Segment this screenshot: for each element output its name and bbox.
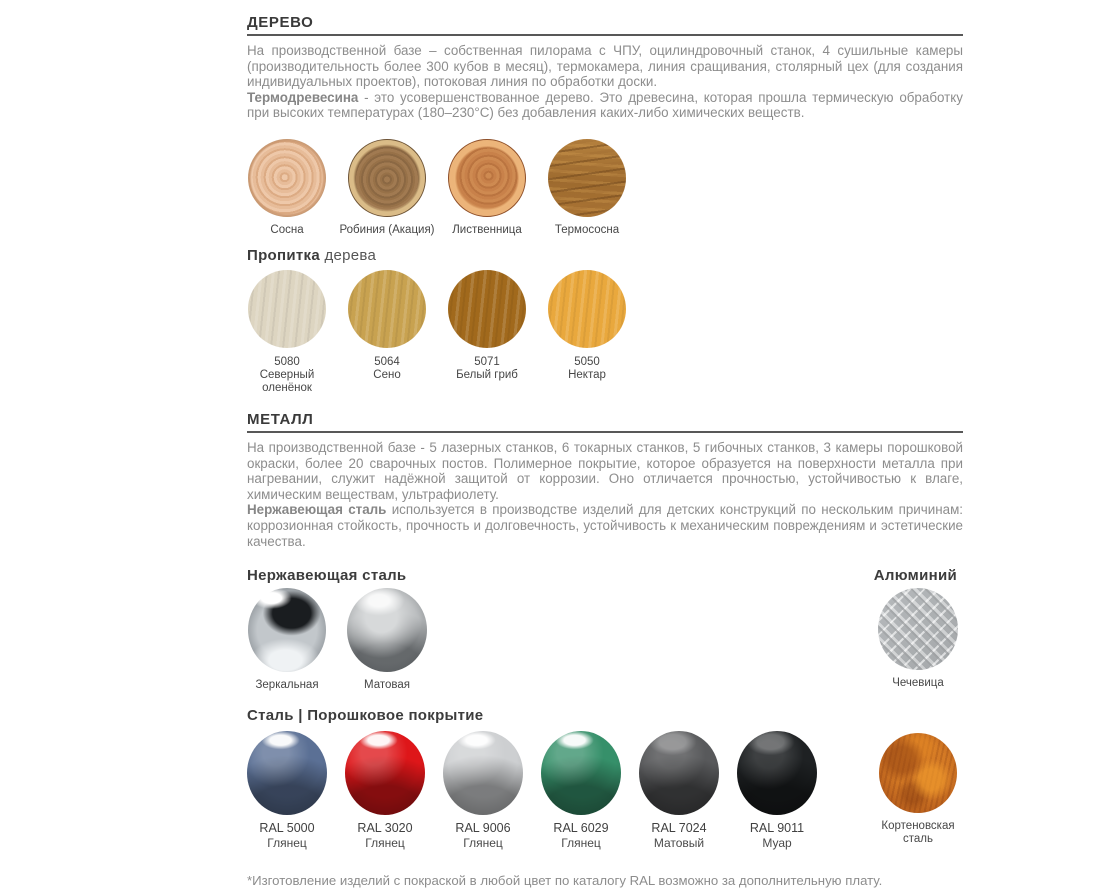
ral-code: RAL 5000 bbox=[259, 821, 315, 836]
ral-footnote: *Изготовление изделий с покраской в любой цвет по каталогу RAL возможно за дополнительную плату. bbox=[247, 873, 883, 888]
ral-code: RAL 7024 bbox=[651, 821, 707, 836]
ral-7024-sphere bbox=[639, 731, 719, 815]
corten-label: Кортеновская сталь bbox=[881, 820, 955, 846]
aluminum-checker-plate-image bbox=[878, 588, 958, 670]
ral-3020-sphere bbox=[345, 731, 425, 815]
stain-code: 5050 bbox=[574, 355, 600, 368]
ral-9006-sphere bbox=[443, 731, 523, 815]
stainless-matte-item bbox=[347, 588, 427, 692]
wood-thermo-text: - это усовершенствованное дерево. Это древесина, которая прошла термическую обработку при высоких температурах (180–230°С) без добавления каких-либо химических веществ. bbox=[247, 89, 963, 121]
ral-finish: Глянец bbox=[561, 836, 601, 851]
ral-code: RAL 9006 bbox=[455, 821, 511, 836]
larch-slice-image bbox=[448, 139, 526, 217]
stain-swatch-5071 bbox=[447, 270, 527, 382]
impregnation-title bbox=[247, 247, 963, 265]
stain-name: Нектар bbox=[568, 368, 606, 381]
ral-code: RAL 6029 bbox=[553, 821, 609, 836]
ral-6029-sphere bbox=[541, 731, 621, 815]
ral-6029-item bbox=[541, 731, 621, 850]
wood-section-rule bbox=[247, 34, 963, 36]
ral-9011-sphere bbox=[737, 731, 817, 815]
wood-sample-larch bbox=[447, 139, 527, 237]
ral-9006-item bbox=[443, 731, 523, 850]
ral-code: RAL 3020 bbox=[357, 821, 413, 836]
ral-5000-sphere bbox=[247, 731, 327, 815]
stainless-lead: Нержавеющая сталь bbox=[247, 502, 387, 518]
stain-color-5064 bbox=[348, 270, 426, 348]
stainless-text: используется в производстве изделий для детских конструкций по нескольким причинам: коррозионная стойкость, прочность и долговечность, устойчивость к механическим повреждениям и эстетические качества. bbox=[247, 502, 963, 549]
wood-intro-paragraph: На производственной базе – собственная пилорама с ЧПУ, оцилиндровочный станок, 4 сушильные камеры (производительность более 300 кубов в месяц), термокамера, линия сращивания, столярный цех (для создания индивидуальных проектов), потоковая линия по обработки доски. bbox=[247, 43, 963, 90]
stain-color-5071 bbox=[448, 270, 526, 348]
stainless-title: Нержавеющая сталь bbox=[247, 567, 407, 585]
thermopine-label: Термососна bbox=[554, 223, 620, 236]
wood-section-title: ДЕРЕВО bbox=[247, 14, 314, 31]
ral-code: RAL 9011 bbox=[749, 821, 805, 836]
stain-color-5080 bbox=[248, 270, 326, 348]
thermopine-slice-image bbox=[548, 139, 626, 217]
wood-sample-thermopine bbox=[547, 139, 627, 237]
wood-sample-pine bbox=[247, 139, 327, 237]
mirror-steel-sphere-image bbox=[248, 588, 326, 672]
stain-code: 5080 bbox=[274, 355, 300, 368]
matte-steel-sphere-image bbox=[347, 588, 427, 672]
stain-name: Белый гриб bbox=[456, 368, 518, 381]
impregnation-title-bold: Пропитка bbox=[247, 246, 320, 264]
ral-finish: Глянец bbox=[463, 836, 503, 851]
stainless-aluminum-row bbox=[247, 588, 963, 692]
aluminum-finish-label: Чечевица bbox=[892, 677, 944, 690]
wood-thermo-lead: Термодревесина bbox=[247, 89, 359, 105]
stainless-finishes-group bbox=[247, 588, 427, 692]
wood-species-row bbox=[247, 139, 963, 237]
robinia-label: Робиния (Акация) bbox=[339, 223, 435, 236]
ral-finish: Глянец bbox=[365, 836, 405, 851]
metal-section bbox=[247, 411, 963, 888]
impregnation-colors-row bbox=[247, 270, 963, 395]
powder-colors-row bbox=[247, 731, 963, 850]
ral-5000-item bbox=[247, 731, 327, 850]
larch-label: Лиственница bbox=[452, 223, 522, 236]
stain-name: Сено bbox=[373, 368, 401, 381]
matte-label: Матовая bbox=[364, 679, 410, 692]
stain-code: 5064 bbox=[374, 355, 400, 368]
powder-coating-title: Сталь | Порошковое покрытие bbox=[247, 707, 484, 725]
ral-9011-item bbox=[737, 731, 817, 850]
ral-finish: Матовый bbox=[653, 836, 705, 851]
impregnation-title-light: дерева bbox=[324, 246, 377, 264]
metal-section-title: МЕТАЛЛ bbox=[247, 410, 314, 428]
stain-color-5050 bbox=[548, 270, 626, 348]
stain-swatch-5050 bbox=[547, 270, 627, 382]
ral-colors-group bbox=[247, 731, 817, 850]
corten-item bbox=[873, 731, 963, 846]
pine-label: Сосна bbox=[270, 223, 304, 236]
wood-section bbox=[247, 14, 963, 395]
wood-thermo-paragraph bbox=[247, 90, 963, 121]
metal-section-rule bbox=[247, 431, 963, 433]
stainless-aluminum-headings bbox=[247, 567, 963, 585]
corten-steel-image bbox=[879, 733, 957, 813]
pine-slice-image bbox=[248, 139, 326, 217]
stain-name: Северный оленёнок bbox=[259, 368, 315, 394]
stainless-mirror-item bbox=[247, 588, 327, 692]
stain-swatch-5064 bbox=[347, 270, 427, 382]
wood-sample-robinia bbox=[339, 139, 435, 237]
ral-finish: Глянец bbox=[267, 836, 307, 851]
stain-swatch-5080 bbox=[247, 270, 327, 395]
metal-stainless-paragraph bbox=[247, 502, 963, 549]
ral-3020-item bbox=[345, 731, 425, 850]
aluminum-title: Алюминий bbox=[873, 567, 957, 585]
ral-finish: Муар bbox=[762, 836, 792, 851]
metal-intro-paragraph: На производственной базе - 5 лазерных станков, 6 токарных станков, 5 гибочных станков, 3 камеры порошковой окраски, более 20 сварочных постов. Полимерное покрытие, которое образуется на поверхности металла при нагревании, служит надёжной защитой от коррозии. Оно отличается прочностью, устойчивостью к влаге, химическим веществам, ультрафиолету. bbox=[247, 439, 963, 502]
stain-code: 5071 bbox=[474, 355, 500, 368]
ral-7024-item bbox=[639, 731, 719, 850]
robinia-slice-image bbox=[348, 139, 426, 217]
mirror-label: Зеркальная bbox=[255, 679, 319, 692]
aluminum-item bbox=[873, 588, 963, 690]
